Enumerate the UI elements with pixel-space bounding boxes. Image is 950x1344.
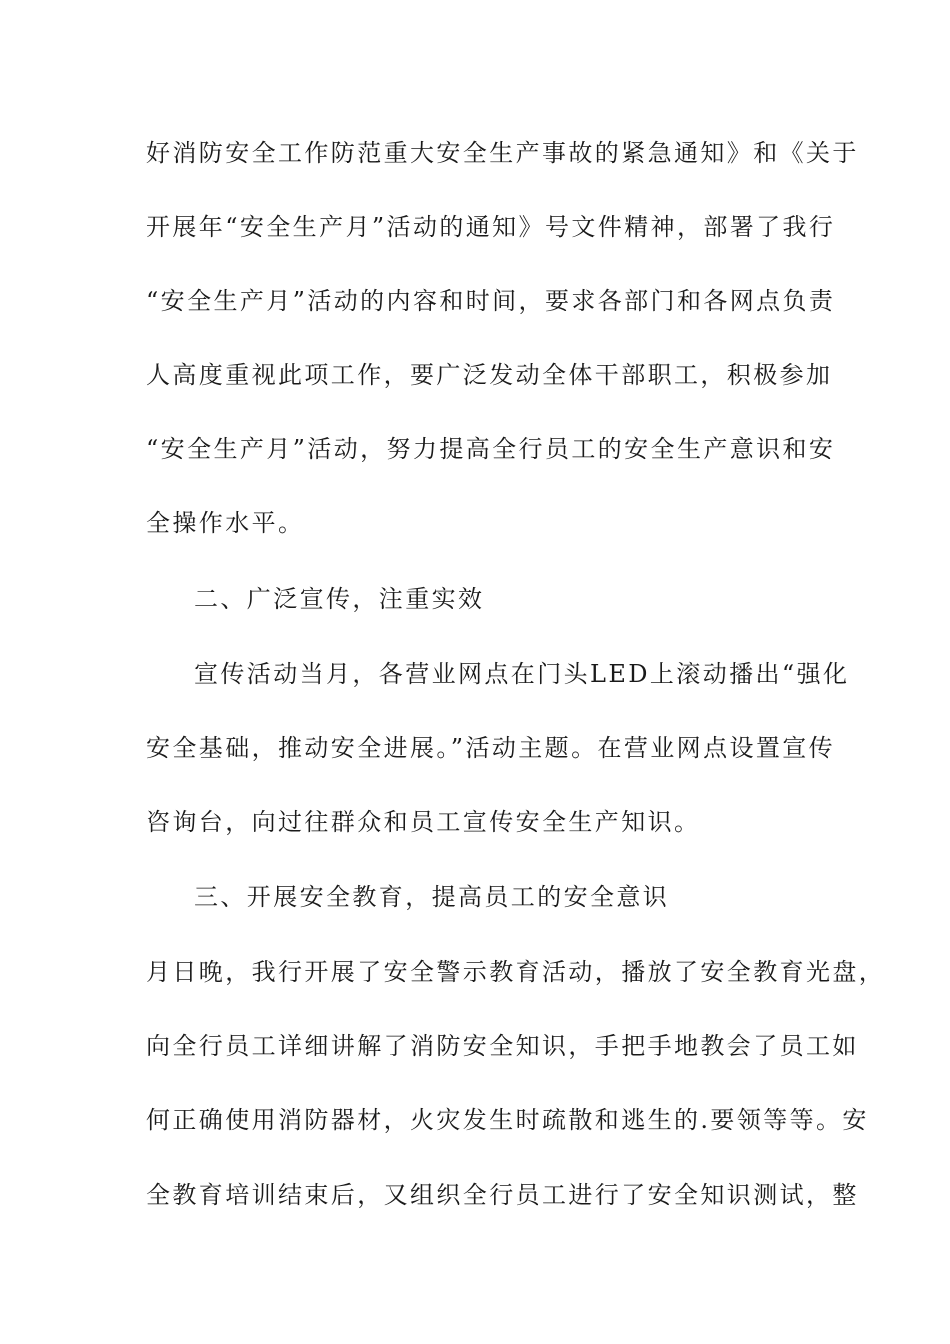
text-line: 月日晚，我行开展了安全警示教育活动，播放了安全教育光盘， bbox=[146, 958, 886, 986]
text-line: 何正确使用消防器材，火灾发生时疏散和逃生的.要领等等。安 bbox=[146, 1106, 869, 1134]
section-heading: 三、开展安全教育，提高员工的安全意识 bbox=[194, 883, 670, 911]
text-line: 全教育培训结束后，又组织全行员工进行了安全知识测试，整 bbox=[146, 1181, 859, 1209]
text-line: 人高度重视此项工作，要广泛发动全体干部职工，积极参加 bbox=[146, 361, 833, 389]
text-line: 全操作水平。 bbox=[146, 509, 305, 537]
text-line: 安全基础，推动安全进展。”活动主题。在营业网点设置宣传 bbox=[146, 734, 836, 762]
text-line: 开展年“安全生产月”活动的通知》号文件精神，部署了我行 bbox=[146, 213, 836, 241]
text-line: 好消防安全工作防范重大安全生产事故的紧急通知》和《关于 bbox=[146, 139, 859, 167]
text-line: 向全行员工详细讲解了消防安全知识，手把手地教会了员工如 bbox=[146, 1032, 859, 1060]
section-heading: 二、广泛宣传，注重实效 bbox=[194, 585, 485, 613]
text-line: 咨询台，向过往群众和员工宣传安全生产知识。 bbox=[146, 808, 701, 836]
text-line: 宣传活动当月，各营业网点在门头LED上滚动播出“强化 bbox=[194, 660, 850, 688]
text-line: “安全生产月”活动，努力提高全行员工的安全生产意识和安 bbox=[146, 435, 836, 463]
text-line: “安全生产月”活动的内容和时间，要求各部门和各网点负责 bbox=[146, 287, 836, 315]
